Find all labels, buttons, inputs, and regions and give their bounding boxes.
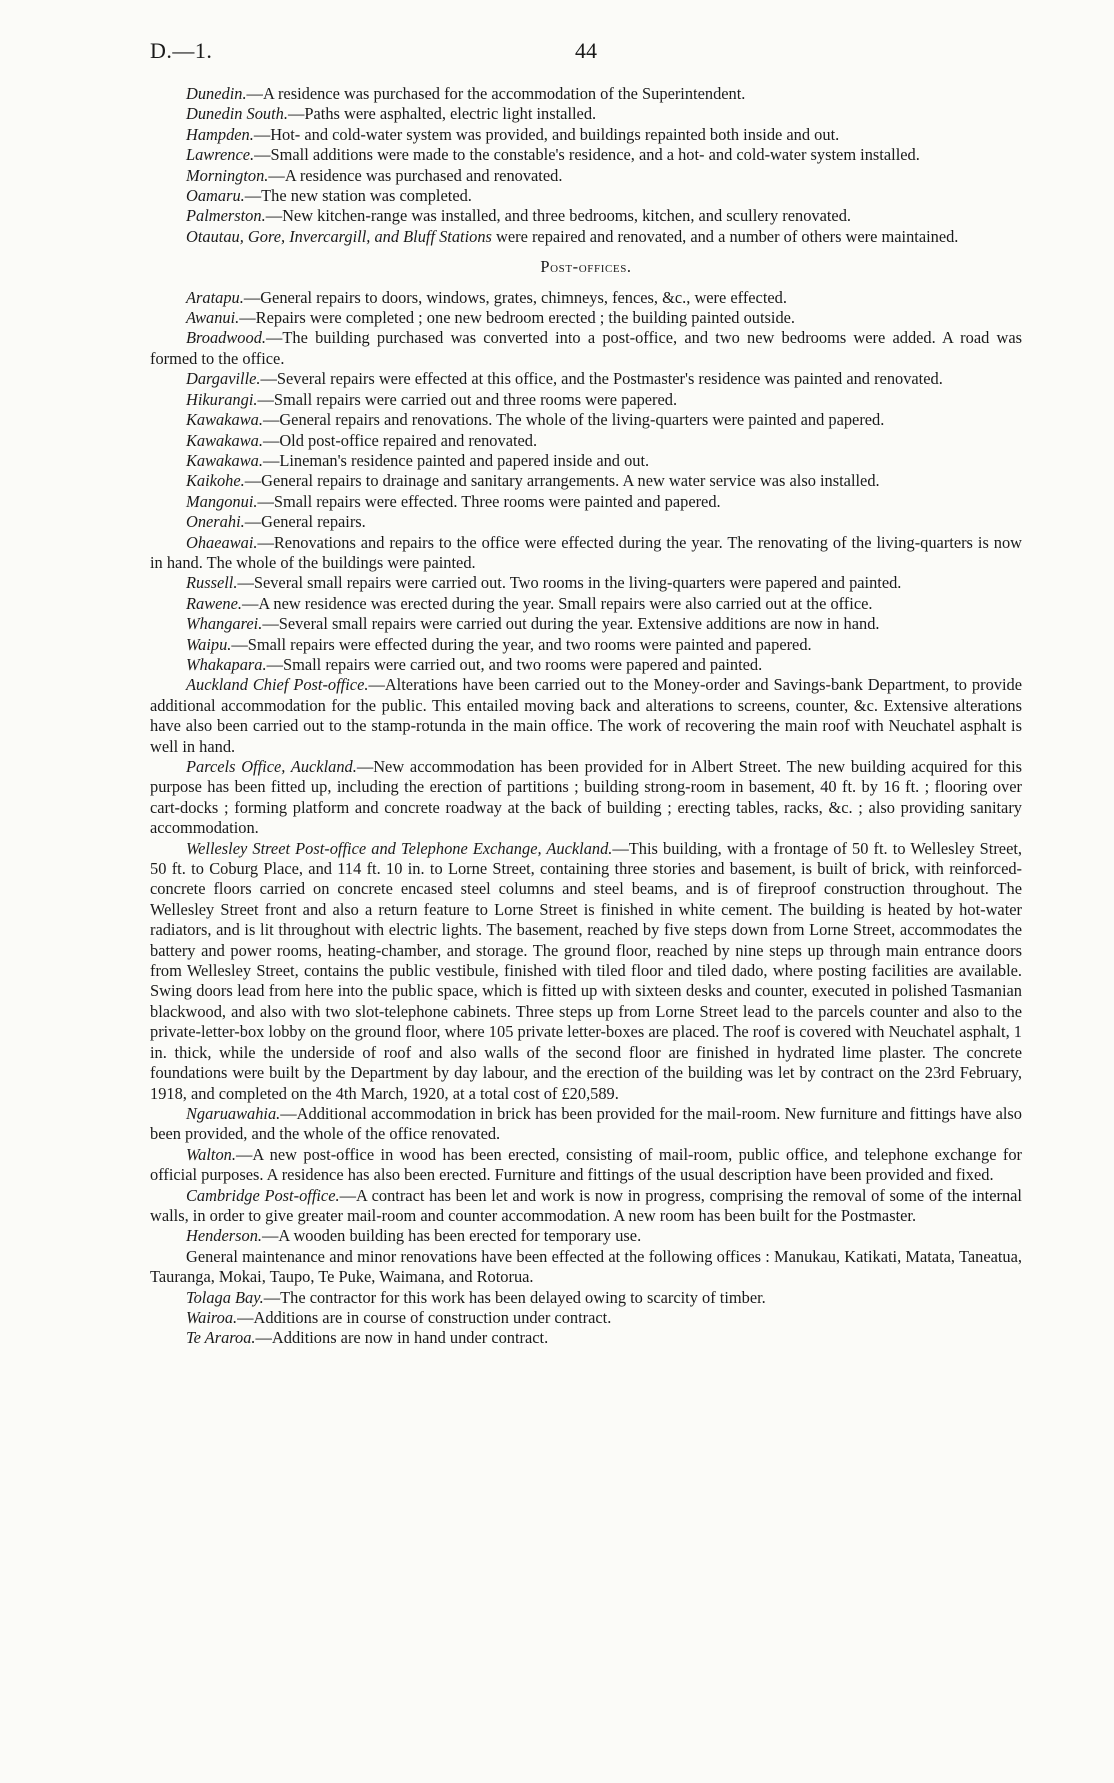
paragraph-text: —Lineman's residence painted and papered inside and out. (262, 450, 650, 470)
paragraph-text: —A wooden building has been erected for temporary use. (262, 1226, 642, 1246)
place-name: Waipu. (186, 634, 232, 654)
paragraph-text: —Several small repairs were carried out. Two rooms in the living-quarters were papered and painted. (237, 573, 902, 593)
place-name: Palmerston. (186, 206, 266, 226)
place-name: Hampden. (186, 124, 254, 144)
paragraph (150, 1288, 1022, 1308)
paragraph-text: —General repairs to doors, windows, grates, chimneys, fences, &c., were effected. (243, 287, 787, 307)
document-reference: D.—1. (150, 38, 213, 63)
paragraph (150, 1226, 1022, 1246)
paragraph-text: —Small additions were made to the constable's residence, and a hot- and cold-water system installed. (254, 145, 920, 165)
paragraph (150, 308, 1022, 328)
paragraph (150, 145, 1022, 165)
place-name: Ohaeawai. (186, 532, 258, 552)
paragraph-text: —Additions are in course of construction under contract. (237, 1307, 612, 1327)
paragraph-text: —The new station was completed. (244, 186, 472, 206)
paragraph-text: —The contractor for this work has been delayed owing to scarcity of timber. (263, 1287, 766, 1307)
paragraph (150, 471, 1022, 491)
paragraph (150, 839, 1022, 1104)
paragraph (150, 410, 1022, 430)
paragraph (150, 573, 1022, 593)
paragraph-text: —A new residence was erected during the year. Small repairs were also carried out at the office. (241, 593, 873, 613)
paragraph-text: —Small repairs were effected. Three rooms were painted and papered. (257, 491, 721, 511)
paragraph-text: —New kitchen-range was installed, and three bedrooms, kitchen, and scullery renovated. (265, 206, 851, 226)
place-name: Aratapu. (186, 287, 244, 307)
paragraph-text: —Renovations and repairs to the office were effected during the year. The renovating of the living-quarters is now in hand. The whole of the buildings were painted. (150, 532, 1022, 572)
place-name: Whangarei. (186, 614, 263, 634)
place-name: Dunedin. (186, 84, 247, 103)
place-name: Otautau, Gore, Invercargill, and Bluff Stations (186, 226, 492, 246)
place-name: Wellesley Street Post-office and Telephone Exchange, Auckland. (186, 838, 613, 858)
place-name: Dunedin South. (186, 104, 288, 124)
paragraph (150, 757, 1022, 839)
place-name: Whakapara. (186, 654, 267, 674)
paragraph (150, 675, 1022, 757)
place-name: Oamaru. (186, 186, 245, 206)
paragraph-text: —Additions are now in hand under contract. (255, 1328, 549, 1348)
place-name: Lawrence. (186, 145, 255, 165)
place-name: Te Araroa. (186, 1328, 256, 1348)
police-stations-section (150, 84, 1022, 247)
paragraph-text: were repaired and renovated, and a number of others were maintained. (491, 226, 959, 246)
paragraph (150, 186, 1022, 206)
paragraph-text: —A new post-office in wood has been erected, consisting of mail-room, public office, and telephone exchange for official purposes. A residence has also been erected. Furniture and fittings of the usual description have been provided and fixed. (150, 1144, 1022, 1185)
place-name: Cambridge Post-office. (186, 1185, 340, 1205)
paragraph (150, 1186, 1022, 1227)
paragraph (150, 533, 1022, 574)
paragraph-text: —Old post-office repaired and renovated. (262, 430, 538, 450)
paragraph (150, 1308, 1022, 1328)
paragraph (150, 369, 1022, 389)
paragraph-text: —New accommodation has been provided for in Albert Street. The new building acquired for this purpose has been fitted up, including the erection of partitions ; building strong-room in basement, 40 ft. by 16 ft. ; flooring over cart-docks ; forming platform and concrete roadway at the back of building ; erecting tables, racks, &c. ; also providing sanitary accommodation. (150, 757, 1023, 838)
place-name: Dargaville. (186, 369, 261, 389)
place-name: Awanui. (186, 308, 240, 328)
document-body (150, 84, 1022, 1349)
paragraph (150, 1145, 1022, 1186)
place-name: Parcels Office, Auckland. (186, 757, 357, 776)
paragraph-text: —A residence was purchased for the accommodation of the Superintendent. (246, 84, 746, 103)
paragraph-text: —The building purchased was converted into a post-office, and two new bedrooms were added. A road was formed to the office. (150, 328, 1022, 368)
place-name: Kawakawa. (186, 450, 263, 470)
paragraph-text: —Small repairs were carried out and three rooms were papered. (257, 389, 678, 409)
paragraph (150, 1104, 1022, 1145)
paragraph (150, 614, 1022, 634)
paragraph-text: —General repairs and renovations. The whole of the living-quarters were painted and papered. (262, 410, 885, 430)
paragraph-text: —Alterations have been carried out to the Money-order and Savings-bank Department, to provide additional accommodation for the public. This entailed moving back and alterations to screens, counter, &c. Extensive alterations have also been carried out to the stamp-rotunda in the main office. The work of recovering the main roof with Neuchatel asphalt is well in hand. (150, 675, 1022, 756)
post-offices-section (150, 288, 1022, 1349)
paragraph (150, 1247, 1022, 1288)
place-name: Auckland Chief Post-office. (186, 675, 369, 695)
paragraph-text: —Additional accommodation in brick has been provided for the mail-room. New furniture and fittings have also been provided, and the whole of the office renovated. (150, 1103, 1022, 1144)
place-name: Russell. (186, 573, 238, 593)
paragraph (150, 390, 1022, 410)
page-number: 44 (575, 38, 597, 63)
place-name: Kawakawa. (186, 410, 263, 430)
place-name: Hikurangi. (186, 389, 258, 409)
paragraph-text: —Hot- and cold-water system was provided, and buildings repainted both inside and out. (253, 124, 840, 144)
place-name: Broadwood. (186, 328, 266, 348)
paragraph-text: —Several repairs were effected at this office, and the Postmaster's residence was painted and renovated. (260, 369, 943, 389)
paragraph (150, 125, 1022, 145)
place-name: Ngaruawahia. (186, 1103, 281, 1123)
place-name: Henderson. (186, 1226, 263, 1246)
paragraph-text: —Small repairs were carried out, and two rooms were papered and painted. (266, 654, 763, 674)
paragraph-text: —This building, with a frontage of 50 ft. to Wellesley Street, 50 ft. to Coburg Place, and 114 ft. 10 in. to Lorne Street, containing three stories and basement, is built of brick, with reinforced-concrete floors carried on concrete encased steel columns and steel beams, and is of fireproof construction throughout. The Wellesley Street front and also a return feature to Lorne Street is finished in white cement. The building is heated by hot-water radiators, and is lit throughout with electric lights. The basement, reached by five steps down from Lorne Street, accommodates the battery and power rooms, heating-chamber, and storage. The ground floor, reached by nine steps up through main entrance doors from Wellesley Street, contains the public vestibule, finished with tiled floor and tiled dado, where posting facilities are available. Swing doors lead from here into the public space, which is fitted up with sixteen desks and counter, executed in polished Tasmanian blackwood, and also with two slot-telephone cabinets. Three steps up from Lorne Street lead to the parcels counter and also to the private-letter-box lobby on the ground floor, where 105 private letter-boxes are placed. The roof is covered with Neuchatel asphalt, 1 in. thick, while the underside of roof and also walls of the second floor are finished in hydrated lime plaster. The concrete foundations were built by the Department by day labour, and the erection of the building was let by contract on the 23rd February, 1918, and completed on the 4th March, 1920, at a total cost of £20,589. (150, 838, 1022, 1103)
place-name: Rawene. (186, 593, 242, 613)
paragraph-text: —General repairs to drainage and sanitary arrangements. A new water service was also installed. (244, 471, 880, 491)
paragraph-text: General maintenance and minor renovations have been effected at the following offices : Manukau, Katikati, Matata, Taneatua, Tauranga, Mokai, Taupo, Te Puke, Waimana, and Rotorua. (150, 1246, 1022, 1287)
section-heading-post-offices: Post-offices. (540, 257, 632, 277)
paragraph (150, 1328, 1022, 1348)
paragraph (150, 512, 1022, 532)
paragraph (150, 104, 1022, 124)
page-header (150, 38, 1022, 72)
place-name: Walton. (186, 1144, 236, 1164)
paragraph-text: —A contract has been let and work is now in progress, comprising the removal of some of the internal walls, in order to give greater mail-room and counter accommodation. A new room has been built for the Postmaster. (150, 1185, 1022, 1225)
paragraph (150, 227, 1022, 247)
paragraph (150, 288, 1022, 308)
paragraph-text: —Repairs were completed ; one new bedroom erected ; the building painted outside. (239, 308, 796, 328)
paragraph (150, 594, 1022, 614)
place-name: Mornington. (186, 165, 269, 185)
paragraph (150, 655, 1022, 675)
paragraph (150, 635, 1022, 655)
place-name: Onerahi. (186, 512, 245, 532)
place-name: Kaikohe. (186, 471, 245, 491)
place-name: Wairoa. (186, 1307, 238, 1327)
paragraph-text: —A residence was purchased and renovated. (268, 165, 563, 185)
paragraph (150, 431, 1022, 451)
paragraph-text: —Small repairs were effected during the year, and two rooms were painted and papered. (231, 634, 812, 654)
place-name: Kawakawa. (186, 430, 263, 450)
paragraph (150, 328, 1022, 369)
paragraph (150, 492, 1022, 512)
paragraph (150, 166, 1022, 186)
paragraph-text: —Several small repairs were carried out during the year. Extensive additions are now in hand. (262, 614, 880, 634)
paragraph (150, 451, 1022, 471)
paragraph (150, 206, 1022, 226)
paragraph (150, 84, 1022, 104)
paragraph-text: —General repairs. (244, 512, 366, 532)
place-name: Mangonui. (186, 491, 258, 511)
paragraph-text: —Paths were asphalted, electric light installed. (287, 104, 597, 124)
place-name: Tolaga Bay. (186, 1287, 264, 1307)
